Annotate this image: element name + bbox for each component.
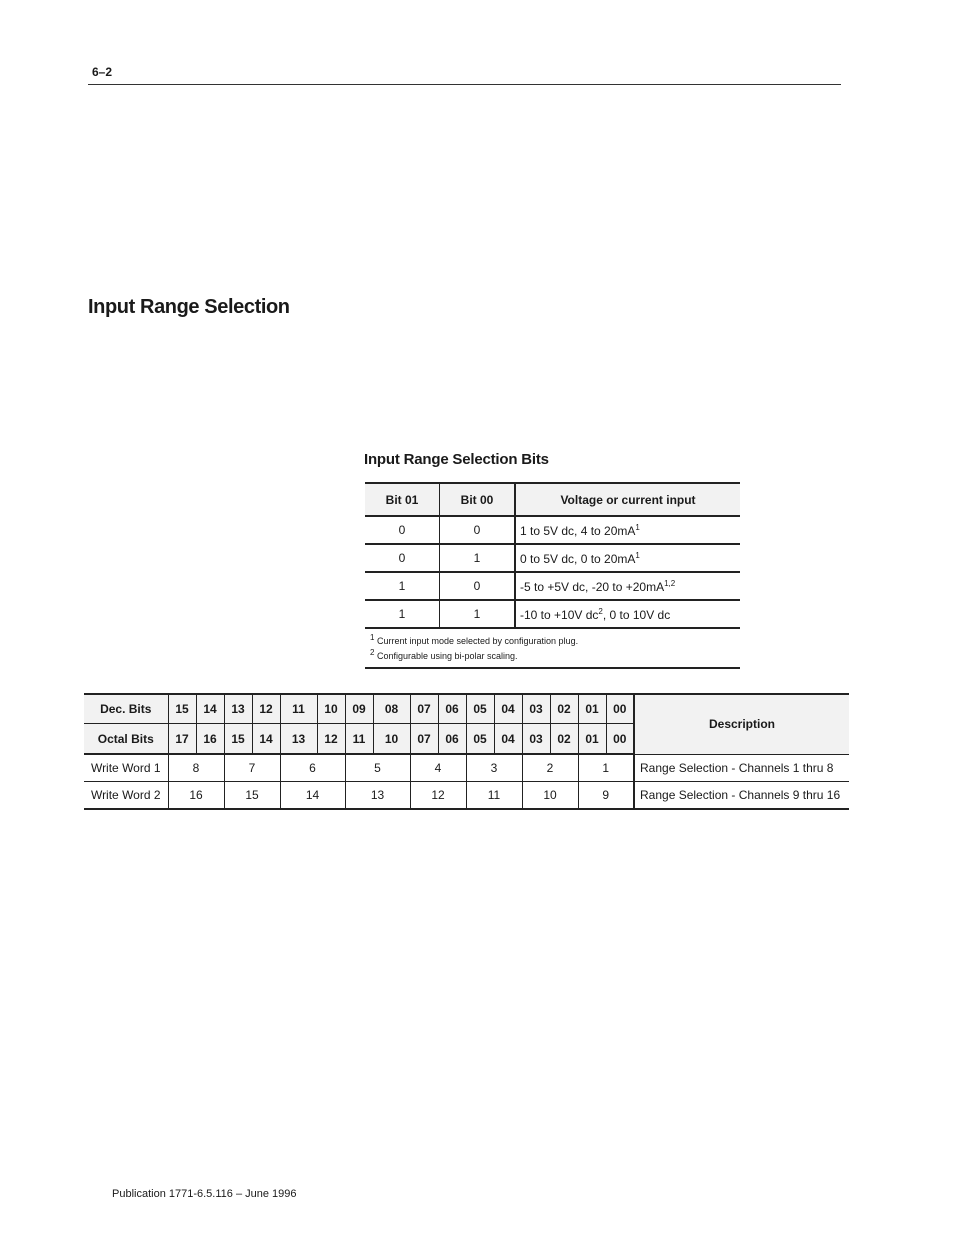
description-header: Description <box>634 694 849 754</box>
dec-bit: 10 <box>317 694 345 724</box>
input-text: 0 to 5V dc, 0 to 20mA <box>520 551 636 566</box>
header-rule <box>88 84 841 85</box>
dec-bit: 01 <box>578 694 606 724</box>
dec-bit: 09 <box>345 694 373 724</box>
dec-bit: 14 <box>196 694 224 724</box>
footnote-text: Configurable using bi-polar scaling. <box>374 651 518 661</box>
footnote <box>370 632 735 647</box>
octal-bit: 14 <box>252 724 280 755</box>
input-text: -5 to +5V dc, -20 to +20mA <box>520 579 665 594</box>
octal-bit: 06 <box>438 724 466 755</box>
octal-bit: 12 <box>317 724 345 755</box>
bit00-cell: 0 <box>440 572 516 600</box>
input-cell <box>515 544 740 572</box>
section-heading: Input Range Selection <box>88 296 290 318</box>
footnote-ref: 1 <box>635 550 640 560</box>
word-description: Range Selection - Channels 9 thru 16 <box>634 782 849 810</box>
bit01-cell: 1 <box>365 572 440 600</box>
bit01-cell: 0 <box>365 516 440 544</box>
bit00-cell: 1 <box>440 600 516 628</box>
publication-footer: Publication 1771-6.5.116 – June 1996 <box>112 1188 297 1200</box>
dec-bit: 04 <box>494 694 522 724</box>
footnote-mark: 1 <box>370 633 375 642</box>
octal-bit: 16 <box>196 724 224 755</box>
word-description: Range Selection - Channels 1 thru 8 <box>634 754 849 782</box>
footnote-ref: 1 <box>635 522 640 532</box>
input-cell <box>515 516 740 544</box>
channel-cell: 10 <box>522 782 578 810</box>
channel-cell: 6 <box>280 754 345 782</box>
dec-bit: 13 <box>224 694 252 724</box>
bit01-cell: 0 <box>365 544 440 572</box>
channel-cell: 13 <box>345 782 410 810</box>
channel-cell: 4 <box>410 754 466 782</box>
dec-bit: 15 <box>168 694 196 724</box>
octal-bit: 00 <box>606 724 634 755</box>
range-table-header-row <box>365 483 740 516</box>
dec-bit: 08 <box>373 694 410 724</box>
footnote <box>370 647 735 662</box>
octal-bit: 05 <box>466 724 494 755</box>
channel-cell: 12 <box>410 782 466 810</box>
footnotes <box>365 628 740 668</box>
dec-bit: 03 <box>522 694 550 724</box>
dec-bit: 02 <box>550 694 578 724</box>
channel-cell: 9 <box>578 782 634 810</box>
bit-map-table <box>84 693 849 810</box>
octal-bit: 13 <box>280 724 317 755</box>
octal-bit: 02 <box>550 724 578 755</box>
write-word-row <box>84 782 849 810</box>
dec-bit: 11 <box>280 694 317 724</box>
bit00-cell: 0 <box>440 516 516 544</box>
table-row <box>365 572 740 600</box>
col-header-bit01: Bit 01 <box>365 483 440 516</box>
channel-cell: 1 <box>578 754 634 782</box>
input-cell <box>515 600 740 628</box>
dec-bit: 12 <box>252 694 280 724</box>
input-cell <box>515 572 740 600</box>
channel-cell: 2 <box>522 754 578 782</box>
bit01-cell: 1 <box>365 600 440 628</box>
octal-bit: 10 <box>373 724 410 755</box>
channel-cell: 14 <box>280 782 345 810</box>
page-number: 6–2 <box>92 65 113 79</box>
dec-bits-row <box>84 694 849 724</box>
channel-cell: 16 <box>168 782 224 810</box>
footnotes-row <box>365 628 740 668</box>
octal-bit: 11 <box>345 724 373 755</box>
input-text: -10 to +10V dc <box>520 607 599 622</box>
octal-bit: 03 <box>522 724 550 755</box>
table-row <box>365 600 740 628</box>
octal-bit: 04 <box>494 724 522 755</box>
bit00-cell: 1 <box>440 544 516 572</box>
octal-bit: 01 <box>578 724 606 755</box>
dec-bit: 06 <box>438 694 466 724</box>
footnote-ref: 1,2 <box>664 578 676 588</box>
write-word-row <box>84 754 849 782</box>
input-text: 1 to 5V dc, 4 to 20mA <box>520 523 636 538</box>
channel-cell: 7 <box>224 754 280 782</box>
dec-bit: 07 <box>410 694 438 724</box>
col-header-bit00: Bit 00 <box>440 483 516 516</box>
write-word-label: Write Word 1 <box>84 754 168 782</box>
footnote-mark: 2 <box>370 648 375 657</box>
octal-bit: 15 <box>224 724 252 755</box>
channel-cell: 5 <box>345 754 410 782</box>
table-row <box>365 544 740 572</box>
input-text-after: , 0 to 10V dc <box>602 607 671 622</box>
range-table-title: Input Range Selection Bits <box>364 451 549 468</box>
footnote-text: Current input mode selected by configuration plug. <box>374 636 579 646</box>
write-word-label: Write Word 2 <box>84 782 168 810</box>
channel-cell: 8 <box>168 754 224 782</box>
octal-bit: 07 <box>410 724 438 755</box>
table-row <box>365 516 740 544</box>
channel-cell: 15 <box>224 782 280 810</box>
input-range-table <box>365 482 740 669</box>
octal-bits-label: Octal Bits <box>84 724 168 755</box>
channel-cell: 11 <box>466 782 522 810</box>
col-header-input: Voltage or current input <box>515 483 740 516</box>
dec-bit: 05 <box>466 694 494 724</box>
octal-bit: 17 <box>168 724 196 755</box>
channel-cell: 3 <box>466 754 522 782</box>
footnote-ref: 2 <box>598 606 603 616</box>
dec-bit: 00 <box>606 694 634 724</box>
dec-bits-label: Dec. Bits <box>84 694 168 724</box>
